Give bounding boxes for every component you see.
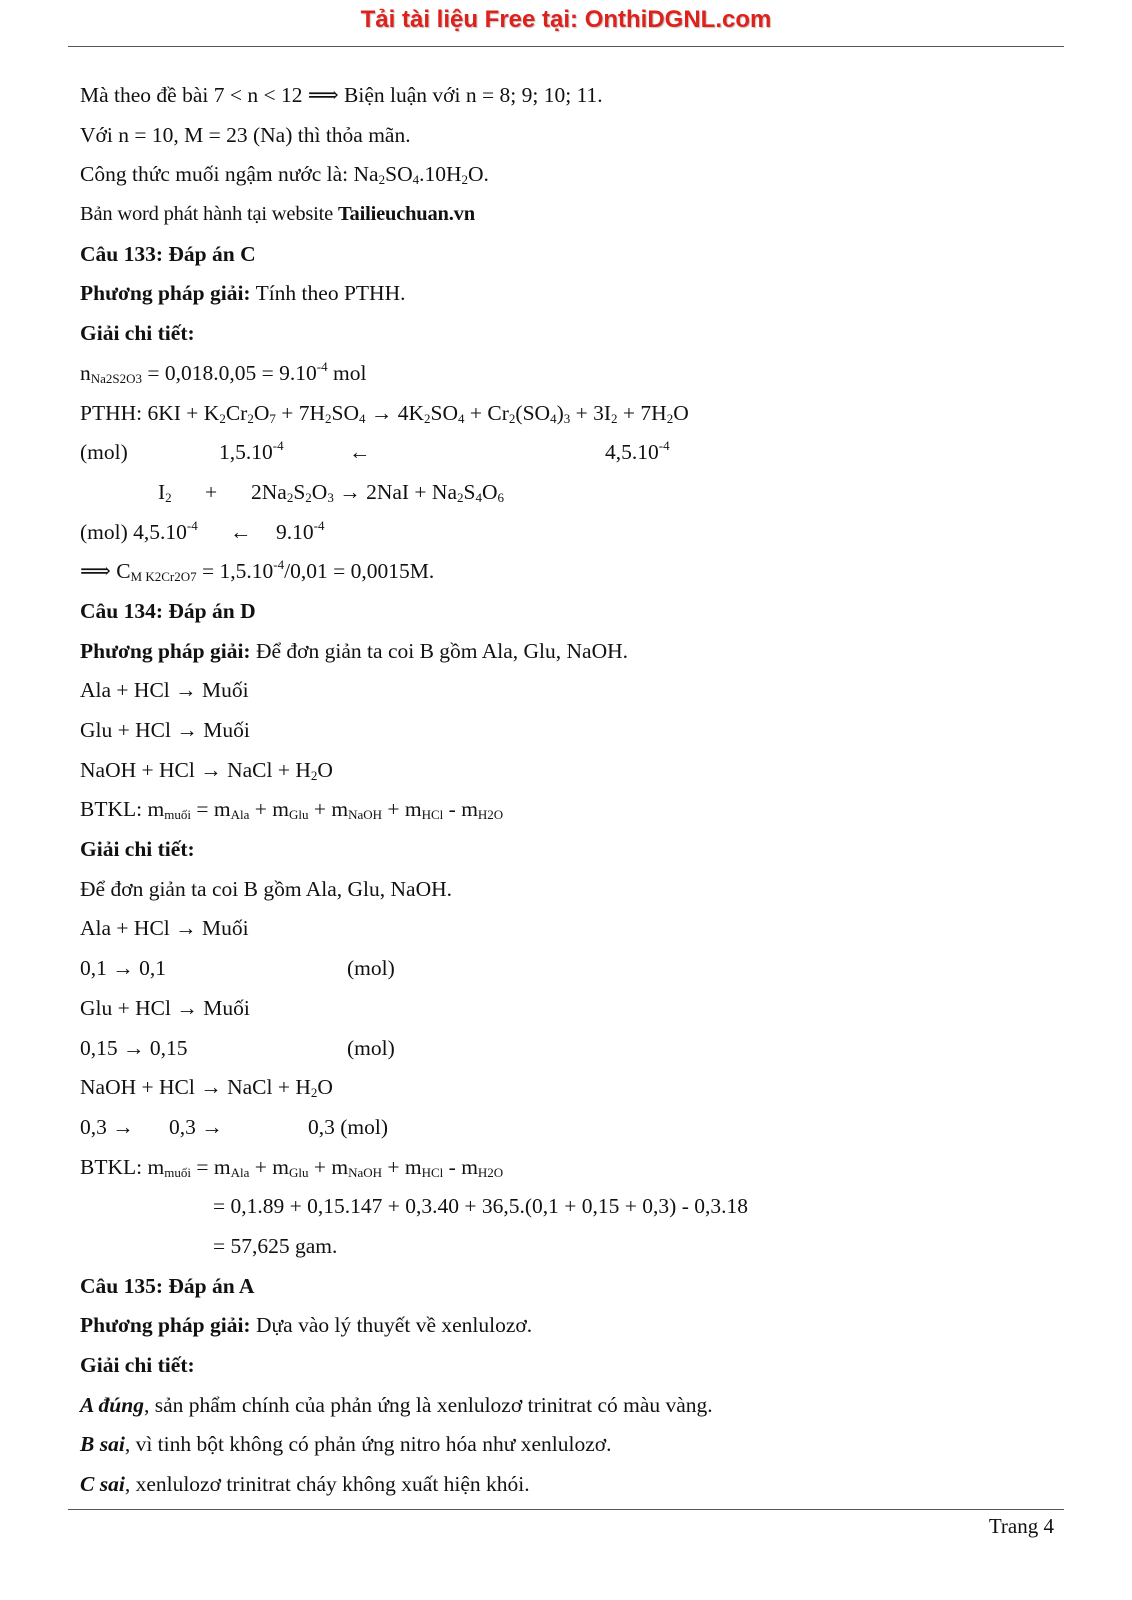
result-line: ⟹ $C_{M K2Cr2O7} = 1,5.10^{-4}/0,01 = 0,0015M$. [80,557,435,585]
solution-heading: Giải chi tiết: [80,837,195,862]
equation-line: Ala + HCl → Muối [80,678,249,703]
mole-calc-line: $n_{Na2S2O3} = 0,018.0,05 = 9.10^{-4}$ mol [80,358,367,386]
page-number: Trang 4 [988,1514,1054,1538]
document-body [80,76,1060,1505]
mole-ratio-line: (mol) $4,5.10^{-4}$ ← $9.10^{-4}$ [80,517,325,544]
question-heading: Câu 134: Đáp án D [80,598,256,623]
text-line: Công thức muối ngậm nước là: $Na_2SO_4.10H_2O$. [80,162,489,188]
mole-ratio-line: 0,1 → 0,1 (mol) [80,956,395,981]
text-line: Để đơn giản ta coi B gồm Ala, Glu, NaOH. [80,876,453,901]
header-divider [68,46,1064,47]
calc-line: = 57,625 gam. [213,1233,338,1258]
promo-line: Bản word phát hành tại website Tailieuchuan.vn [80,203,475,226]
method-line: Phương pháp giải: Để đơn giản ta coi B gồm Ala, Glu, NaOH. [80,638,628,663]
equation-line: Glu + HCl → Muối [80,718,250,742]
option-a-line: A đúng, sản phẩm chính của phản ứng là xenlulozơ trinitrat có màu vàng. [80,1392,713,1417]
equation-line: NaOH + HCl → NaCl + $H_2O$ [80,1075,333,1101]
method-line: Phương pháp giải: Tính theo PTHH. [80,281,406,306]
option-c-line: C sai, xenlulozơ trinitrat cháy không xuất hiện khói. [80,1472,530,1497]
question-heading: Câu 133: Đáp án C [80,241,256,266]
equation-line: PTHH: $6KI + K_2Cr_2O_7 + 7H_2SO_4 \to 4K_2SO_4 + Cr_2(SO_4)_3 + 3I_2 + 7H_2O$ [80,400,689,426]
mole-ratio-line: 0,15 → 0,15 (mol) [80,1035,395,1060]
mole-ratio-line: (mol) $1,5.10^{-4}$ ← $4,5.10^{-4}$ [80,438,670,465]
mass-balance-line: BTKL: $m_{muối} = m_{Ala} + m_{Glu} + m_{NaOH} + m_{HCl} - m_{H2O}$ [80,1154,504,1180]
promo-site: Tailieuchuan.vn [337,203,475,226]
mass-balance-line: BTKL: $m_{muối} = m_{Ala} + m_{Glu} + m_{NaOH} + m_{HCl} - m_{H2O}$ [80,797,504,823]
option-b-line: B sai, vì tinh bột không có phản ứng nitro hóa như xenlulozơ. [80,1432,612,1457]
text-line: Mà theo đề bài 7 < n < 12 ⟹ Biện luận với n = 8; 9; 10; 11. [80,83,603,107]
question-heading: Câu 135: Đáp án A [80,1273,255,1298]
equation-line: Glu + HCl → Muối [80,995,250,1020]
calc-line: = 0,1.89 + 0,15.147 + 0,3.40 + 36,5.(0,1 + 0,15 + 0,3) - 0,3.18 [213,1194,748,1219]
page-header: Tải tài liệu Free tại: OnthiDGNL.com [360,6,772,33]
method-line: Phương pháp giải: Dựa vào lý thuyết về xenlulozơ. [80,1313,533,1338]
footer-divider [68,1509,1064,1510]
solution-heading: Giải chi tiết: [80,1353,195,1377]
text-line: Với n = 10, M = 23 (Na) thì thỏa mãn. [80,122,411,147]
mole-ratio-line: 0,3 → 0,3 → 0,3 (mol) [80,1114,389,1139]
equation-line: Ala + HCl → Muối [80,916,249,941]
equation-line: $I_2$ + $2Na_2S_2O_3 \to 2NaI + Na_2S_4O_6$ [158,479,505,505]
equation-line: NaOH + HCl → NaCl + $H_2O$ [80,757,333,783]
solution-heading: Giải chi tiết: [80,321,195,346]
